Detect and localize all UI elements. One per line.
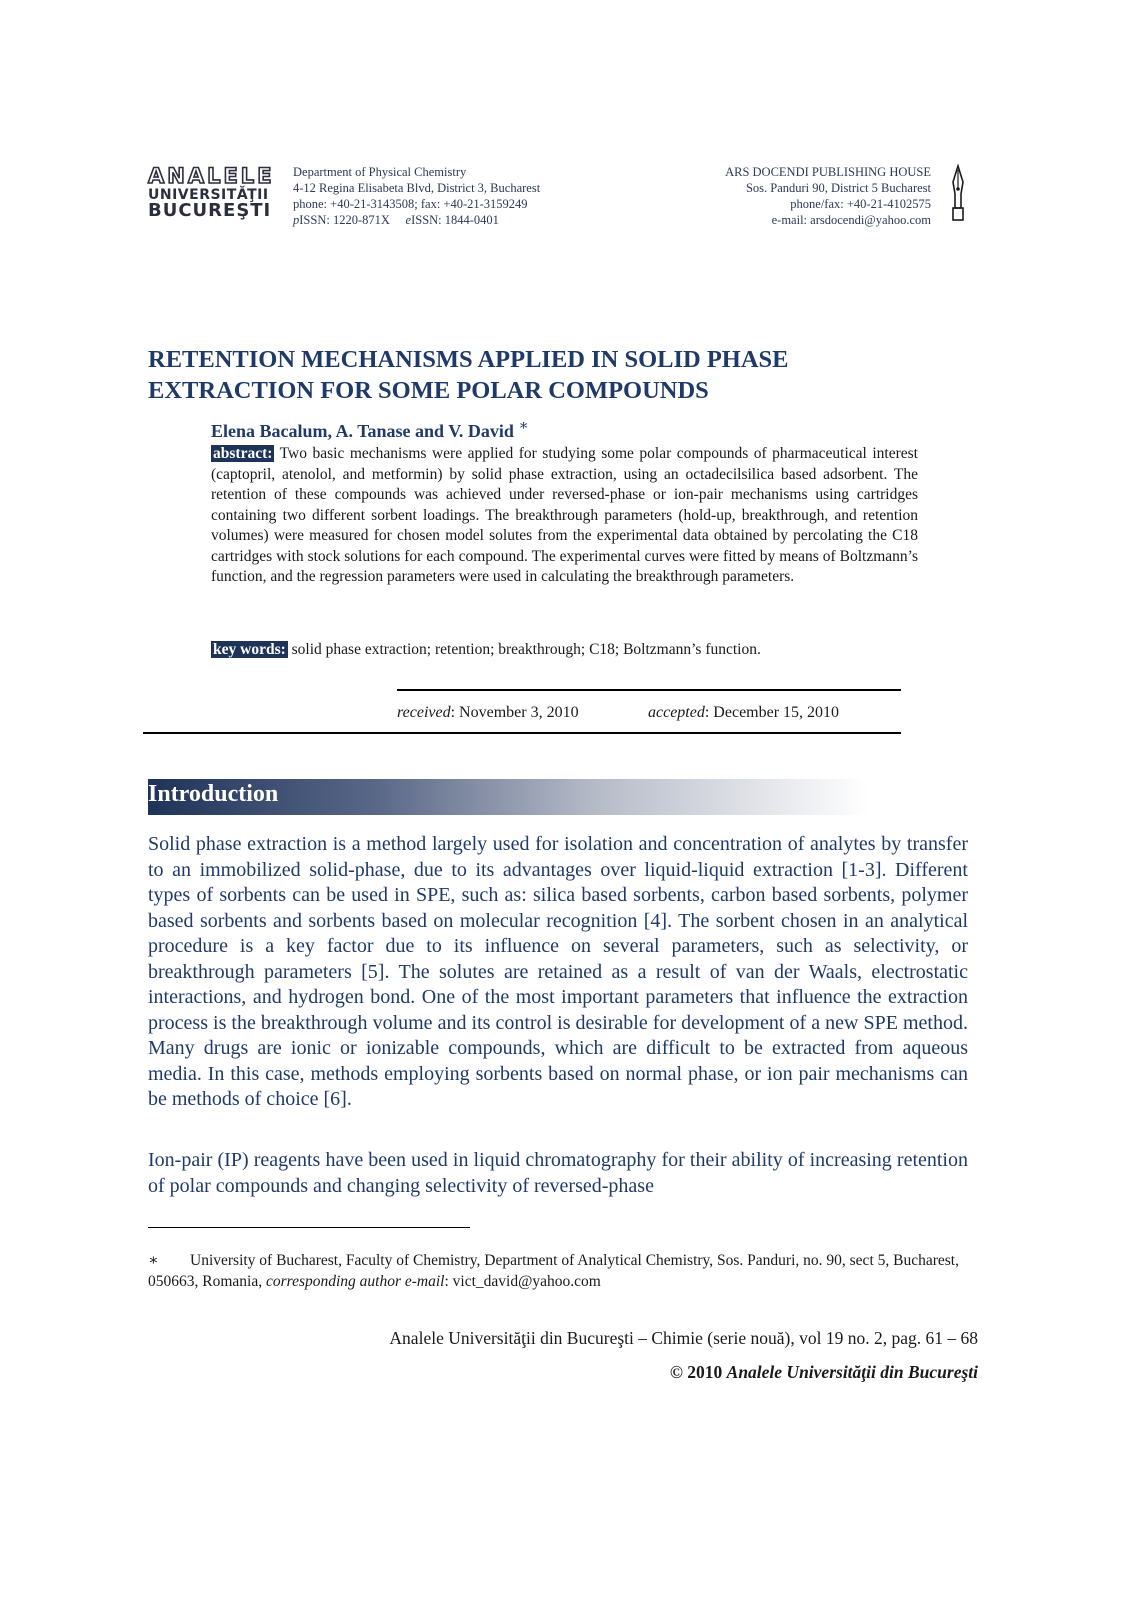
received-date bbox=[397, 704, 579, 722]
title-line-2: EXTRACTION FOR SOME POLAR COMPOUNDS bbox=[148, 377, 709, 404]
article-title bbox=[148, 344, 968, 406]
logo-line-1: ANALELE bbox=[148, 164, 275, 188]
keywords-block bbox=[211, 640, 918, 661]
copyright-prefix: © 2010 bbox=[669, 1362, 727, 1382]
publisher-email: e-mail: arsdocendi@yahoo.com bbox=[771, 213, 931, 227]
author-list bbox=[211, 416, 529, 442]
issn-e-prefix: e bbox=[405, 213, 412, 227]
footnote-italic-label: corresponding author e-mail bbox=[265, 1273, 445, 1290]
dates-bottom-rule bbox=[143, 732, 901, 734]
footnote-rule bbox=[148, 1227, 470, 1228]
keywords-text: solid phase extraction; retention; breakthrough; C18; Boltzmann’s function. bbox=[291, 641, 761, 658]
logo-line-3: BUCUREŞTI bbox=[148, 200, 272, 221]
issn-p-prefix: p bbox=[293, 213, 300, 227]
accepted-date bbox=[648, 704, 839, 722]
footnote-mark: ∗ bbox=[148, 1252, 159, 1269]
received-label: received bbox=[397, 704, 451, 721]
title-line-1: RETENTION MECHANISMS APPLIED IN SOLID PHASE bbox=[148, 346, 789, 373]
accepted-label: accepted bbox=[648, 704, 705, 721]
author-footnote-mark: ∗ bbox=[518, 418, 529, 434]
abstract-block bbox=[211, 444, 918, 588]
footnote-text-2: : vict_david@yahoo.com bbox=[444, 1273, 601, 1290]
issn-line bbox=[293, 212, 540, 228]
department-address: 4-12 Regina Elisabeta Blvd, District 3, Bucharest bbox=[293, 181, 541, 195]
section-heading-text: Introduction bbox=[148, 781, 279, 807]
intro-paragraph-2: Ion-pair (IP) reagents have been used in liquid chromatography for their ability of increasing retention of polar compounds and changing selectivity of reversed-phase bbox=[148, 1149, 968, 1197]
publisher-block bbox=[725, 164, 931, 228]
authors-text: Elena Bacalum, A. Tanase and V. David bbox=[211, 421, 514, 441]
copyright-line bbox=[670, 1362, 978, 1383]
department-address-block bbox=[293, 164, 540, 228]
intro-paragraph-1: Solid phase extraction is a method largely used for isolation and concentration of analytes by transfer to an immobilized solid-phase, due to its advantages over liquid-liquid extraction [1-3]. Different types of sorbents can be used in SPE, such as: silica based sorbents, carbon based sorbents, polymer based sorbents and sorbents based on molecular recognition [4]. The sorbent chosen in an analytical procedure is a key factor due to its influence on several parameters, such as selectivity, or breakthrough parameters [5]. The solutes are retained as a result of van der Waals, electrostatic interactions, and hydrogen bond. One of the most important parameters that influence the extraction process is the breakthrough volume and its control is desirable for development of a new SPE method. Many drugs are ionic or ionizable compounds, which are difficult to be extracted from aqueous media. In this case, methods employing sorbents based on normal phase, or ion pair mechanisms can be methods of choice [6]. bbox=[148, 833, 968, 1110]
received-value: : November 3, 2010 bbox=[450, 704, 579, 721]
issn-electronic: ISSN: 1844-0401 bbox=[411, 213, 499, 227]
footnote bbox=[148, 1250, 968, 1292]
department-phone: phone: +40-21-3143508; fax: +40-21-3159249 bbox=[293, 197, 528, 211]
publisher-address: Sos. Panduri 90, District 5 Bucharest bbox=[745, 181, 931, 195]
journal-citation: Analele Universităţii din Bucureşti – Chimie (serie nouă), vol 19 no. 2, pag. 61 – 68 bbox=[389, 1328, 978, 1348]
dates-top-rule bbox=[397, 689, 901, 691]
journal-logo bbox=[148, 166, 274, 220]
department-name: Department of Physical Chemistry bbox=[293, 165, 467, 179]
copyright-journal: Analele Universităţii din Bucureşti bbox=[726, 1362, 978, 1382]
logo-line-2: UNIVERSITĂŢII bbox=[148, 187, 269, 203]
accepted-value: : December 15, 2010 bbox=[704, 704, 840, 721]
footnote-text-1: University of Bucharest, Faculty of Chemistry, Department of Analytical Chemistry, Sos. Panduri, no. 90, sect 5, Bucharest, 050663, Romania, bbox=[148, 1252, 959, 1290]
fountain-pen-icon bbox=[948, 164, 968, 229]
publisher-phone: phone/fax: +40-21-4102575 bbox=[790, 197, 931, 211]
publisher-name: ARS DOCENDI PUBLISHING HOUSE bbox=[725, 165, 931, 179]
abstract-label: abstract: bbox=[213, 445, 273, 462]
section-heading-introduction bbox=[148, 779, 968, 815]
keywords-label: key words: bbox=[213, 641, 286, 658]
issn-print: ISSN: 1220-871X bbox=[299, 213, 390, 227]
abstract-text: Two basic mechanisms were applied for studying some polar compounds of pharmaceutical interest (captopril, atenolol, and metformin) by solid phase extraction, using an octadecilsilica based adsorbent. The retention of these compounds was achieved under reversed-phase or ion-pair mechanisms using cartridges containing two different sorbent loadings. The breakthrough parameters (hold-up, breakthrough, and retention volumes) were measured for chosen model solutes from the experimental data obtained by percolating the C18 cartridges with stock solutions for each compound. The experimental curves were fitted by means of Boltzmann’s function, and the regression parameters were used in calculating the breakthrough parameters. bbox=[211, 445, 918, 585]
